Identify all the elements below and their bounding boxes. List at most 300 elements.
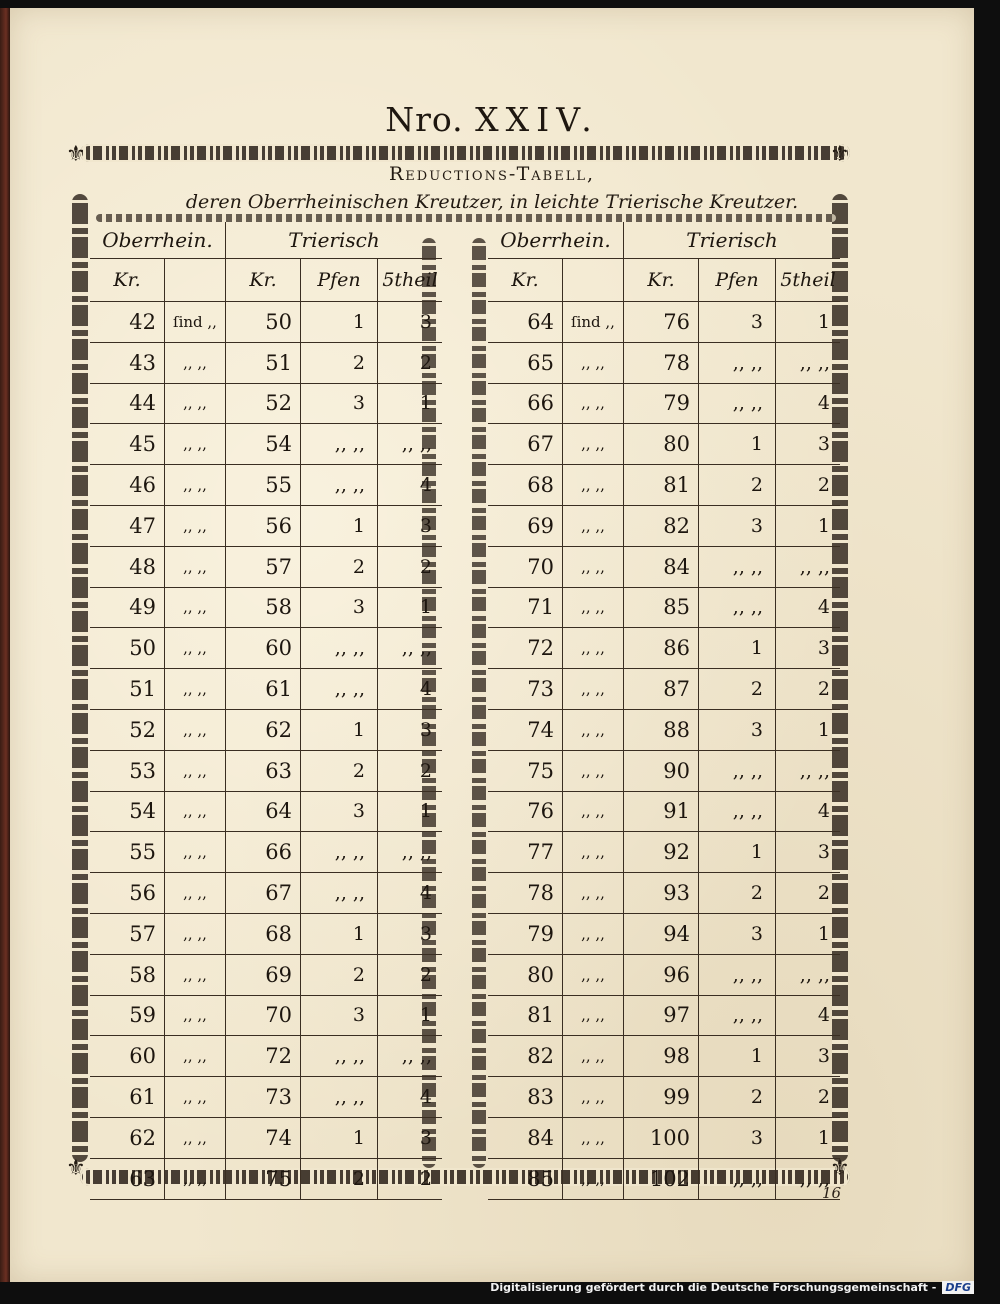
pfennig-cell: ,, ,,	[301, 465, 378, 506]
sind-cell: ,, ,,	[165, 465, 226, 506]
fuenftel-cell: 3	[776, 832, 841, 873]
trierisch-kreutzer-cell: 96	[624, 954, 699, 995]
fuenftel-cell: 3	[776, 424, 841, 465]
table-row	[488, 587, 840, 628]
trierisch-kreutzer-cell: 64	[226, 791, 301, 832]
sind-cell: ,, ,,	[165, 587, 226, 628]
table-row	[488, 1158, 840, 1199]
pfennig-cell: ,, ,,	[699, 546, 776, 587]
trierisch-kreutzer-cell: 63	[226, 750, 301, 791]
trierisch-kreutzer-cell: 52	[226, 383, 301, 424]
pfennig-cell: 1	[699, 832, 776, 873]
fuenftel-cell: 1	[776, 709, 841, 750]
oberrhein-kreutzer-cell: 54	[90, 791, 165, 832]
pfennig-cell: ,, ,,	[301, 424, 378, 465]
trierisch-kreutzer-cell: 94	[624, 913, 699, 954]
group-header-trierisch: Trierisch	[226, 222, 443, 259]
table-row	[90, 669, 442, 710]
table-row	[488, 383, 840, 424]
trierisch-kreutzer-cell: 79	[624, 383, 699, 424]
table-row	[488, 628, 840, 669]
table-row	[488, 1117, 840, 1158]
trierisch-kreutzer-cell: 58	[226, 587, 301, 628]
trierisch-kreutzer-cell: 97	[624, 995, 699, 1036]
sind-cell: ,, ,,	[563, 750, 624, 791]
oberrhein-kreutzer-cell: 45	[90, 424, 165, 465]
fuenftel-cell: 2	[776, 873, 841, 914]
fuenftel-cell: 4	[378, 1077, 443, 1118]
fuenftel-cell: 1	[776, 505, 841, 546]
table-row	[90, 832, 442, 873]
sind-cell: ,, ,,	[563, 1077, 624, 1118]
trierisch-kreutzer-cell: 80	[624, 424, 699, 465]
sind-cell: ,, ,,	[165, 1077, 226, 1118]
fuenftel-cell: 4	[378, 465, 443, 506]
fuenftel-cell: 1	[776, 1117, 841, 1158]
pfennig-cell: 3	[301, 587, 378, 628]
oberrhein-kreutzer-cell: 65	[488, 342, 563, 383]
pfennig-cell: 1	[699, 424, 776, 465]
trierisch-kreutzer-cell: 73	[226, 1077, 301, 1118]
pfennig-cell: 3	[699, 709, 776, 750]
pfennig-cell: 2	[301, 954, 378, 995]
sind-cell: ,, ,,	[165, 628, 226, 669]
sind-cell: ſind ,,	[165, 302, 226, 343]
table-row	[90, 1158, 442, 1199]
trierisch-kreutzer-cell: 81	[624, 465, 699, 506]
pfennig-cell: 2	[301, 750, 378, 791]
pfennig-cell: 3	[301, 995, 378, 1036]
trierisch-kreutzer-cell: 61	[226, 669, 301, 710]
sind-cell: ,, ,,	[165, 750, 226, 791]
fuenftel-cell: 2	[776, 465, 841, 506]
table-row	[488, 342, 840, 383]
pfennig-cell: 1	[301, 505, 378, 546]
fuenftel-cell: 4	[776, 383, 841, 424]
trierisch-kreutzer-cell: 75	[226, 1158, 301, 1199]
oberrhein-kreutzer-cell: 72	[488, 628, 563, 669]
sind-cell: ,, ,,	[165, 913, 226, 954]
fuenftel-cell: 1	[378, 587, 443, 628]
corner-ornament-icon: ⚜	[66, 1156, 86, 1181]
oberrhein-kreutzer-cell: 47	[90, 505, 165, 546]
table-row	[90, 954, 442, 995]
pfennig-cell: 1	[301, 1117, 378, 1158]
table-row	[90, 709, 442, 750]
table-row	[488, 832, 840, 873]
pfennig-cell: 1	[301, 302, 378, 343]
table-row	[488, 873, 840, 914]
fuenftel-cell: 2	[378, 750, 443, 791]
book-page	[10, 8, 974, 1282]
trierisch-kreutzer-cell: 98	[624, 1036, 699, 1077]
pfennig-cell: 2	[301, 546, 378, 587]
pfennig-cell: 3	[301, 383, 378, 424]
pfennig-cell: 3	[699, 302, 776, 343]
trierisch-kreutzer-cell: 99	[624, 1077, 699, 1118]
sind-cell: ,, ,,	[165, 546, 226, 587]
trierisch-kreutzer-cell: 66	[226, 832, 301, 873]
pfennig-cell: 2	[699, 873, 776, 914]
fuenftel-cell: ,, ,,	[378, 424, 443, 465]
corner-ornament-icon: ⚜	[66, 142, 86, 167]
table-row	[90, 505, 442, 546]
trierisch-kreutzer-cell: 100	[624, 1117, 699, 1158]
heading-ornament-rule	[96, 214, 836, 222]
table-row	[90, 750, 442, 791]
column-header: 5theil	[776, 259, 841, 302]
trierisch-kreutzer-cell: 51	[226, 342, 301, 383]
fuenftel-cell: 3	[378, 913, 443, 954]
sind-cell: ,, ,,	[563, 1158, 624, 1199]
top-ornamental-border	[80, 144, 850, 162]
table-row	[488, 302, 840, 343]
table-row	[488, 465, 840, 506]
pfennig-cell: ,, ,,	[699, 954, 776, 995]
oberrhein-kreutzer-cell: 74	[488, 709, 563, 750]
sind-cell: ,, ,,	[165, 954, 226, 995]
oberrhein-kreutzer-cell: 82	[488, 1036, 563, 1077]
sind-cell: ,, ,,	[563, 424, 624, 465]
pfennig-cell: 1	[301, 913, 378, 954]
pfennig-cell: 3	[699, 1117, 776, 1158]
fuenftel-cell: 3	[378, 505, 443, 546]
fuenftel-cell: 2	[378, 342, 443, 383]
trierisch-kreutzer-cell: 90	[624, 750, 699, 791]
column-header: Kr.	[624, 259, 699, 302]
column-header: Kr.	[90, 259, 165, 302]
pfennig-cell: 3	[699, 505, 776, 546]
table-row	[90, 628, 442, 669]
table-row	[90, 342, 442, 383]
sind-cell: ,, ,,	[563, 628, 624, 669]
oberrhein-kreutzer-cell: 69	[488, 505, 563, 546]
group-header-oberrhein: Oberrhein.	[488, 222, 624, 259]
sind-cell: ,, ,,	[165, 424, 226, 465]
fuenftel-cell: 3	[776, 628, 841, 669]
sind-cell: ,, ,,	[165, 832, 226, 873]
sind-cell: ,, ,,	[563, 383, 624, 424]
table-row	[90, 424, 442, 465]
pfennig-cell: 1	[699, 628, 776, 669]
oberrhein-kreutzer-cell: 60	[90, 1036, 165, 1077]
oberrhein-kreutzer-cell: 63	[90, 1158, 165, 1199]
pfennig-cell: ,, ,,	[699, 791, 776, 832]
oberrhein-kreutzer-cell: 50	[90, 628, 165, 669]
oberrhein-kreutzer-cell: 58	[90, 954, 165, 995]
oberrhein-kreutzer-cell: 52	[90, 709, 165, 750]
trierisch-kreutzer-cell: 78	[624, 342, 699, 383]
oberrhein-kreutzer-cell: 62	[90, 1117, 165, 1158]
table-body	[488, 302, 840, 1200]
trierisch-kreutzer-cell: 91	[624, 791, 699, 832]
pfennig-cell: 3	[301, 791, 378, 832]
oberrhein-kreutzer-cell: 79	[488, 913, 563, 954]
table-row	[90, 587, 442, 628]
oberrhein-kreutzer-cell: 61	[90, 1077, 165, 1118]
fuenftel-cell: 2	[378, 954, 443, 995]
oberrhein-kreutzer-cell: 49	[90, 587, 165, 628]
reduction-table-left	[90, 222, 442, 1200]
title-prefix: Nro.	[385, 100, 464, 139]
fuenftel-cell: 1	[378, 383, 443, 424]
trierisch-kreutzer-cell: 69	[226, 954, 301, 995]
pfennig-cell: ,, ,,	[301, 873, 378, 914]
pfennig-cell: 2	[301, 342, 378, 383]
oberrhein-kreutzer-cell: 56	[90, 873, 165, 914]
sind-cell: ,, ,,	[563, 995, 624, 1036]
oberrhein-kreutzer-cell: 70	[488, 546, 563, 587]
trierisch-kreutzer-cell: 67	[226, 873, 301, 914]
fuenftel-cell: 3	[776, 1036, 841, 1077]
oberrhein-kreutzer-cell: 43	[90, 342, 165, 383]
trierisch-kreutzer-cell: 88	[624, 709, 699, 750]
oberrhein-kreutzer-cell: 55	[90, 832, 165, 873]
fuenftel-cell: 2	[776, 1077, 841, 1118]
sind-cell: ,, ,,	[165, 669, 226, 710]
corner-ornament-icon: ⚜	[830, 142, 850, 167]
table-row	[488, 750, 840, 791]
fuenftel-cell: 1	[776, 913, 841, 954]
table-row	[488, 1077, 840, 1118]
page-title	[10, 100, 974, 139]
page-number-mark: 16	[822, 1184, 842, 1202]
table-row	[90, 1117, 442, 1158]
fuenftel-cell: ,, ,,	[378, 628, 443, 669]
sind-cell: ,, ,,	[563, 791, 624, 832]
sind-cell: ,, ,,	[563, 587, 624, 628]
pfennig-cell: ,, ,,	[301, 832, 378, 873]
sind-cell: ,, ,,	[563, 954, 624, 995]
sind-cell: ,, ,,	[165, 1036, 226, 1077]
oberrhein-kreutzer-cell: 77	[488, 832, 563, 873]
sind-cell: ,, ,,	[165, 342, 226, 383]
trierisch-kreutzer-cell: 70	[226, 995, 301, 1036]
pfennig-cell: ,, ,,	[699, 587, 776, 628]
table-body	[90, 302, 442, 1200]
oberrhein-kreutzer-cell: 76	[488, 791, 563, 832]
table-row	[90, 465, 442, 506]
sind-cell: ,, ,,	[563, 832, 624, 873]
pfennig-cell: ,, ,,	[699, 342, 776, 383]
oberrhein-kreutzer-cell: 85	[488, 1158, 563, 1199]
pfennig-cell: ,, ,,	[699, 1158, 776, 1199]
trierisch-kreutzer-cell: 92	[624, 832, 699, 873]
table-row	[90, 873, 442, 914]
fuenftel-cell: 3	[378, 302, 443, 343]
sind-cell: ,, ,,	[563, 546, 624, 587]
trierisch-kreutzer-cell: 76	[624, 302, 699, 343]
trierisch-kreutzer-cell: 102	[624, 1158, 699, 1199]
trierisch-kreutzer-cell: 62	[226, 709, 301, 750]
oberrhein-kreutzer-cell: 67	[488, 424, 563, 465]
trierisch-kreutzer-cell: 82	[624, 505, 699, 546]
pfennig-cell: 3	[699, 913, 776, 954]
pfennig-cell: ,, ,,	[301, 1077, 378, 1118]
sind-cell: ,, ,,	[165, 505, 226, 546]
table-row	[90, 1077, 442, 1118]
fuenftel-cell: 4	[378, 873, 443, 914]
dfg-logo: DFG	[942, 1281, 974, 1294]
fuenftel-cell: 4	[776, 587, 841, 628]
pfennig-cell: ,, ,,	[301, 669, 378, 710]
trierisch-kreutzer-cell: 60	[226, 628, 301, 669]
oberrhein-kreutzer-cell: 80	[488, 954, 563, 995]
sind-cell: ,, ,,	[563, 709, 624, 750]
table-heading: Reductions-Tabell,	[388, 163, 596, 185]
sind-cell: ſind ,,	[563, 302, 624, 343]
oberrhein-kreutzer-cell: 68	[488, 465, 563, 506]
oberrhein-kreutzer-cell: 81	[488, 995, 563, 1036]
digitization-footer	[490, 1281, 974, 1294]
oberrhein-kreutzer-cell: 71	[488, 587, 563, 628]
table-row	[488, 995, 840, 1036]
trierisch-kreutzer-cell: 84	[624, 546, 699, 587]
sind-cell: ,, ,,	[165, 383, 226, 424]
fuenftel-cell: 3	[378, 709, 443, 750]
oberrhein-kreutzer-cell: 84	[488, 1117, 563, 1158]
footer-text: Digitalisierung gefördert durch die Deutsche Forschungsgemeinschaft -	[490, 1281, 937, 1294]
pfennig-cell: ,, ,,	[699, 383, 776, 424]
table-row	[90, 546, 442, 587]
table-row	[488, 505, 840, 546]
fuenftel-cell: ,, ,,	[776, 750, 841, 791]
group-header-oberrhein: Oberrhein.	[90, 222, 226, 259]
table-row	[90, 1036, 442, 1077]
sind-cell: ,, ,,	[563, 342, 624, 383]
fuenftel-cell: 2	[378, 546, 443, 587]
oberrhein-kreutzer-cell: 53	[90, 750, 165, 791]
trierisch-kreutzer-cell: 86	[624, 628, 699, 669]
pfennig-cell: 2	[301, 1158, 378, 1199]
left-ornamental-border	[72, 194, 88, 1162]
fuenftel-cell: 4	[378, 669, 443, 710]
table-row	[90, 791, 442, 832]
trierisch-kreutzer-cell: 93	[624, 873, 699, 914]
table-row	[488, 954, 840, 995]
pfennig-cell: 2	[699, 669, 776, 710]
fuenftel-cell: 3	[378, 1117, 443, 1158]
reduction-table-right	[488, 222, 840, 1200]
trierisch-kreutzer-cell: 56	[226, 505, 301, 546]
trierisch-kreutzer-cell: 72	[226, 1036, 301, 1077]
sind-cell: ,, ,,	[165, 709, 226, 750]
table-row	[488, 709, 840, 750]
table-subheading: deren Oberrheinischen Kreutzer, in leichte Trierische Kreutzer.	[185, 191, 799, 213]
oberrhein-kreutzer-cell: 83	[488, 1077, 563, 1118]
sind-cell: ,, ,,	[563, 669, 624, 710]
table-row	[488, 1036, 840, 1077]
trierisch-kreutzer-cell: 68	[226, 913, 301, 954]
oberrhein-kreutzer-cell: 44	[90, 383, 165, 424]
pfennig-cell: ,, ,,	[301, 1036, 378, 1077]
book-binding-edge	[0, 8, 10, 1282]
fuenftel-cell: 4	[776, 791, 841, 832]
sind-cell: ,, ,,	[563, 873, 624, 914]
title-numeral: XXIV.	[475, 100, 599, 139]
oberrhein-kreutzer-cell: 48	[90, 546, 165, 587]
table-row	[488, 913, 840, 954]
table-row	[488, 669, 840, 710]
pfennig-cell: 2	[699, 465, 776, 506]
sind-cell: ,, ,,	[165, 1158, 226, 1199]
fuenftel-cell: 2	[378, 1158, 443, 1199]
trierisch-kreutzer-cell: 57	[226, 546, 301, 587]
pfennig-cell: 1	[301, 709, 378, 750]
table-row	[90, 913, 442, 954]
fuenftel-cell: ,, ,,	[776, 546, 841, 587]
sind-cell: ,, ,,	[165, 791, 226, 832]
pfennig-cell: 1	[699, 1036, 776, 1077]
table-row	[90, 995, 442, 1036]
sind-cell: ,, ,,	[165, 873, 226, 914]
column-header: 5theil	[378, 259, 443, 302]
oberrhein-kreutzer-cell: 66	[488, 383, 563, 424]
trierisch-kreutzer-cell: 54	[226, 424, 301, 465]
sind-cell: ,, ,,	[563, 913, 624, 954]
column-header: Pfen	[699, 259, 776, 302]
column-header: Kr.	[226, 259, 301, 302]
oberrhein-kreutzer-cell: 42	[90, 302, 165, 343]
sind-cell: ,, ,,	[563, 465, 624, 506]
table-row	[90, 302, 442, 343]
trierisch-kreutzer-cell: 85	[624, 587, 699, 628]
group-header-trierisch: Trierisch	[624, 222, 841, 259]
trierisch-kreutzer-cell: 74	[226, 1117, 301, 1158]
fuenftel-cell: 1	[378, 791, 443, 832]
oberrhein-kreutzer-cell: 59	[90, 995, 165, 1036]
trierisch-kreutzer-cell: 87	[624, 669, 699, 710]
sind-cell: ,, ,,	[563, 1036, 624, 1077]
pfennig-cell: ,, ,,	[699, 995, 776, 1036]
fuenftel-cell: 1	[776, 302, 841, 343]
sind-cell: ,, ,,	[165, 995, 226, 1036]
divider-column	[472, 238, 486, 1168]
sind-cell: ,, ,,	[563, 1117, 624, 1158]
column-header: Kr.	[488, 259, 563, 302]
table-row	[488, 791, 840, 832]
trierisch-kreutzer-cell: 55	[226, 465, 301, 506]
pfennig-cell: 2	[699, 1077, 776, 1118]
fuenftel-cell: ,, ,,	[776, 954, 841, 995]
trierisch-kreutzer-cell: 50	[226, 302, 301, 343]
table-row	[90, 383, 442, 424]
column-header: Pfen	[301, 259, 378, 302]
oberrhein-kreutzer-cell: 78	[488, 873, 563, 914]
corner-ornament-icon: ⚜	[830, 1156, 850, 1181]
table-row	[488, 424, 840, 465]
oberrhein-kreutzer-cell: 73	[488, 669, 563, 710]
fuenftel-cell: 1	[378, 995, 443, 1036]
fuenftel-cell: 4	[776, 995, 841, 1036]
fuenftel-cell: ,, ,,	[776, 1158, 841, 1199]
fuenftel-cell: ,, ,,	[378, 1036, 443, 1077]
sind-cell: ,, ,,	[165, 1117, 226, 1158]
fuenftel-cell: 2	[776, 669, 841, 710]
table-row	[488, 546, 840, 587]
sind-cell: ,, ,,	[563, 505, 624, 546]
pfennig-cell: ,, ,,	[301, 628, 378, 669]
pfennig-cell: ,, ,,	[699, 750, 776, 791]
oberrhein-kreutzer-cell: 46	[90, 465, 165, 506]
oberrhein-kreutzer-cell: 64	[488, 302, 563, 343]
column-header	[165, 259, 226, 302]
fuenftel-cell: ,, ,,	[378, 832, 443, 873]
oberrhein-kreutzer-cell: 51	[90, 669, 165, 710]
oberrhein-kreutzer-cell: 75	[488, 750, 563, 791]
oberrhein-kreutzer-cell: 57	[90, 913, 165, 954]
fuenftel-cell: ,, ,,	[776, 342, 841, 383]
